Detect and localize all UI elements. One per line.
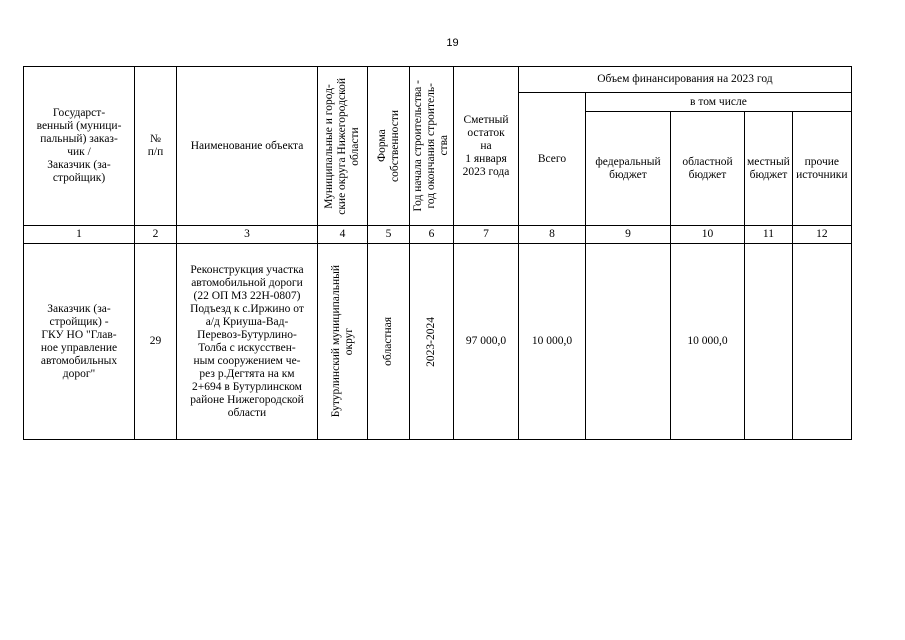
row-object-name: Реконструкция участка автомобильной дороги (22 ОП МЗ 22Н-0807) Подъезд к с.Иржино от а/д Криуша-Вад- Перевоз-Бутурлино- Толба с искусствен- ным сооружением че- рез р.Дегтята на км 2+694 в Бутурлинском районе Нижегородской области (177, 244, 318, 440)
header-federal: федеральный бюджет (586, 112, 671, 226)
row-other (792, 244, 851, 440)
row-number: 29 (135, 244, 177, 440)
row-estimate-balance: 97 000,0 (454, 244, 519, 440)
row-regional: 10 000,0 (671, 244, 745, 440)
row-ownership-cell (368, 244, 410, 440)
header-customer: Государст- венный (муници- пальный) заказ- чик / Заказчик (за- стройщик) (24, 67, 135, 226)
financing-table (23, 66, 852, 440)
row-municipality-cell (318, 244, 368, 440)
row-ownership: областная (382, 317, 394, 366)
column-number: 7 (454, 226, 519, 244)
row-years-cell (410, 244, 454, 440)
table-row (24, 244, 852, 440)
row-customer: Заказчик (за- стройщик) - ГКУ НО "Глав- ное управление автомобильных дорог" (24, 244, 135, 440)
column-number: 2 (135, 226, 177, 244)
column-number: 10 (671, 226, 745, 244)
header-ownership-cell (368, 67, 410, 226)
column-number-row (24, 226, 852, 244)
column-number: 3 (177, 226, 318, 244)
header-object-name: Наименование объекта (177, 67, 318, 226)
header-regional: областной бюджет (671, 112, 745, 226)
row-total: 10 000,0 (519, 244, 586, 440)
header-including: в том числе (586, 93, 852, 112)
column-number: 5 (368, 226, 410, 244)
page-number: 19 (446, 37, 459, 49)
column-number: 12 (792, 226, 851, 244)
header-other: прочие источники (792, 112, 851, 226)
header-local: местный бюджет (745, 112, 793, 226)
header-years-cell (410, 67, 454, 226)
column-number: 4 (318, 226, 368, 244)
row-years: 2023-2024 (425, 316, 437, 367)
header-ownership: Форма собственности (375, 110, 401, 182)
column-number: 9 (586, 226, 671, 244)
header-funding-volume: Объем финансирования на 2023 год (519, 67, 852, 93)
header-municipality: Муниципальные и город- ские округа Нижегородской области (323, 77, 361, 215)
column-number: 11 (745, 226, 793, 244)
row-federal (586, 244, 671, 440)
row-municipality: Бутурлинский муниципальный округ (329, 265, 355, 418)
header-total: Всего (519, 93, 586, 226)
header-municipality-cell (318, 67, 368, 226)
header-years: Год начала строительства - год окончания строитель- ства (412, 80, 450, 212)
column-number: 1 (24, 226, 135, 244)
header-estimate-balance: Сметный остаток на 1 января 2023 года (454, 67, 519, 226)
column-number: 8 (519, 226, 586, 244)
column-number: 6 (410, 226, 454, 244)
header-number: № п/п (135, 67, 177, 226)
row-local (745, 244, 793, 440)
